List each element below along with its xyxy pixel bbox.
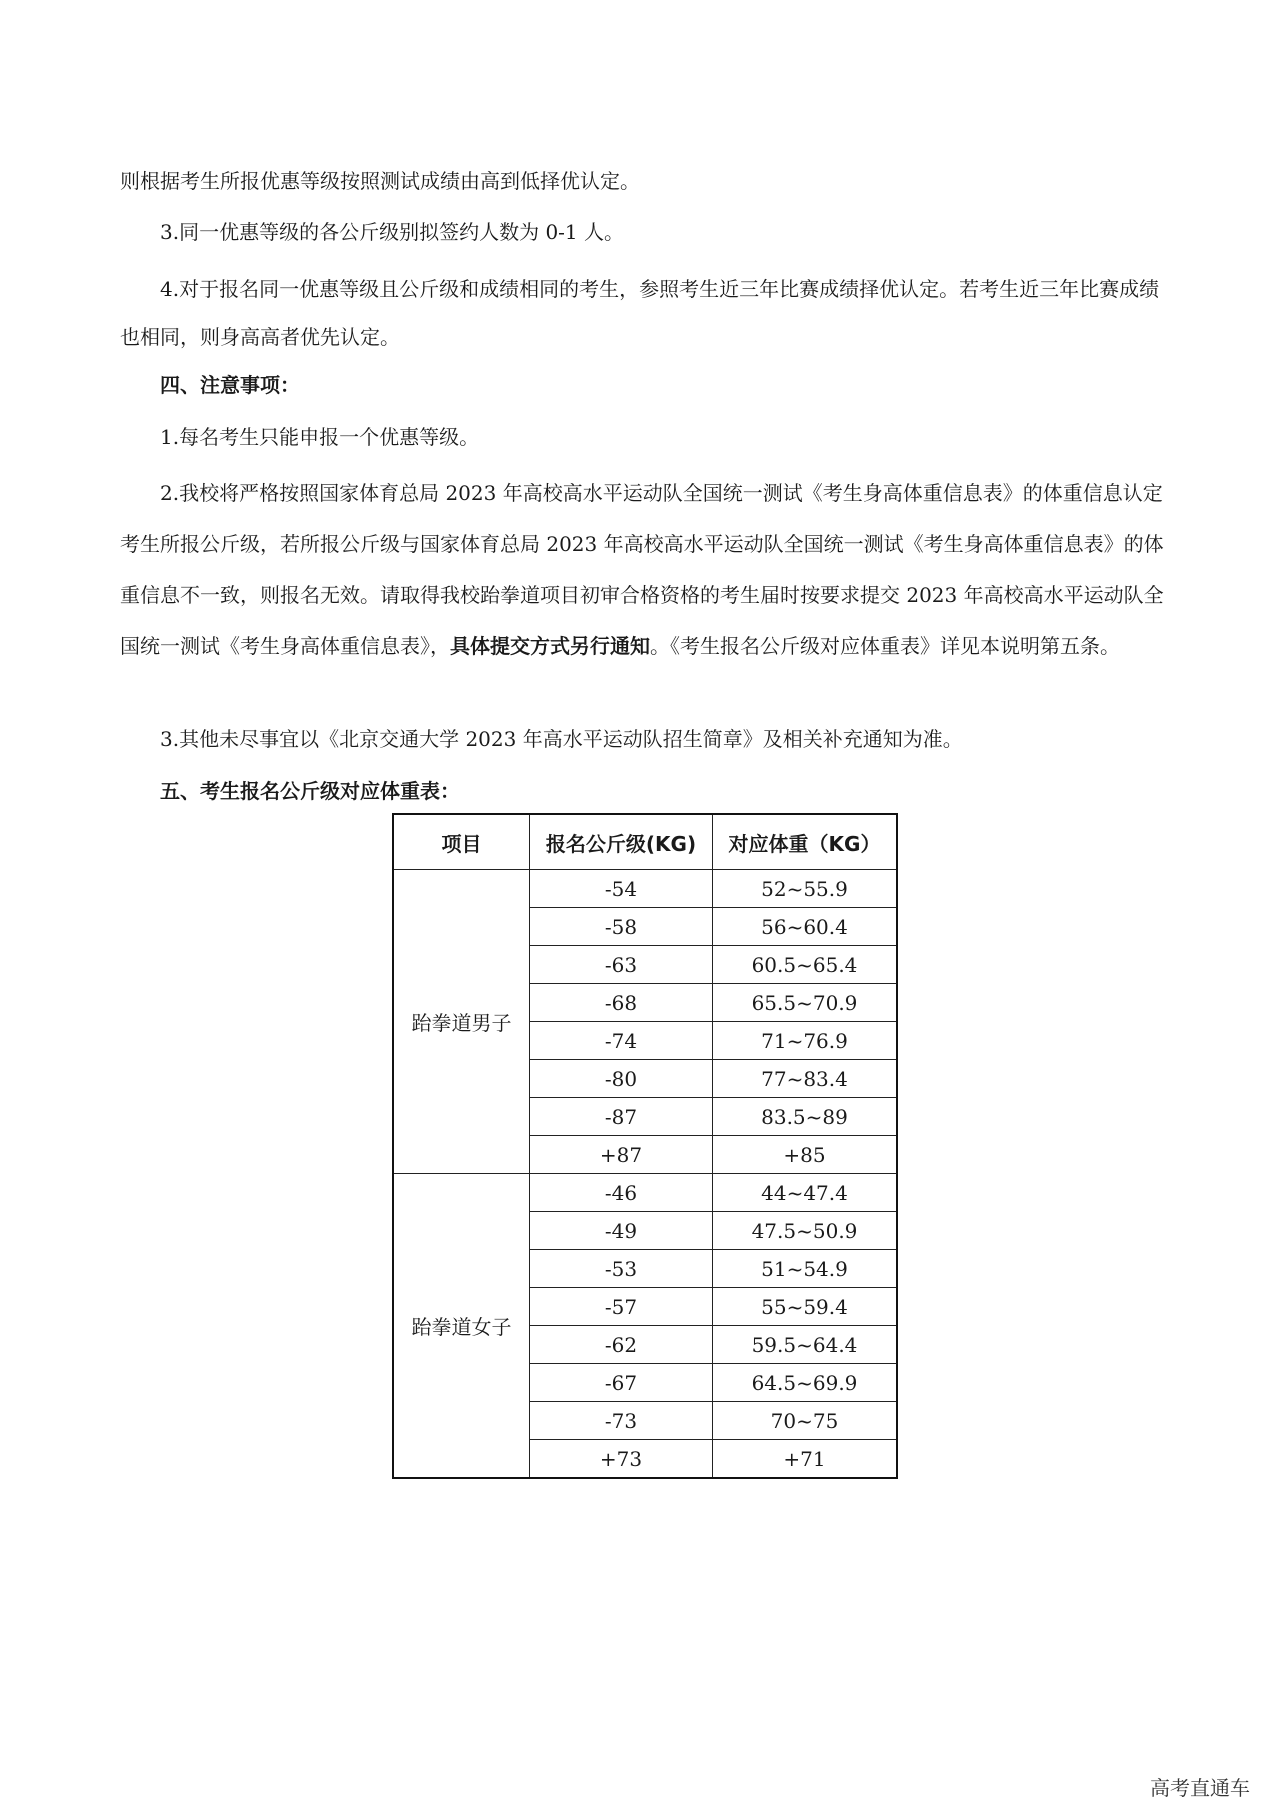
notice-item-2-bold: 具体提交方式另行通知 <box>450 634 650 658</box>
body-weight-cell: 47.5~50.9 <box>713 1212 898 1250</box>
header-weight-class: 报名公斤级(KG) <box>530 814 713 870</box>
weight-class-cell: -58 <box>530 908 713 946</box>
weight-class-cell: +73 <box>530 1440 713 1479</box>
weight-class-cell: -53 <box>530 1250 713 1288</box>
section-heading-5: 五、考生报名公斤级对应体重表： <box>160 779 460 803</box>
weight-class-cell: -87 <box>530 1098 713 1136</box>
weight-class-cell: -63 <box>530 946 713 984</box>
weight-class-cell: -73 <box>530 1402 713 1440</box>
body-weight-cell: 77~83.4 <box>713 1060 898 1098</box>
body-weight-cell: +71 <box>713 1440 898 1479</box>
table-row <box>393 870 897 908</box>
weight-class-cell: -74 <box>530 1022 713 1060</box>
body-weight-cell: 83.5~89 <box>713 1098 898 1136</box>
paragraph-continuation: 则根据考生所报优惠等级按照测试成绩由高到低择优认定。 <box>120 169 640 193</box>
body-weight-cell: 56~60.4 <box>713 908 898 946</box>
body-weight-cell: 55~59.4 <box>713 1288 898 1326</box>
body-weight-cell: 44~47.4 <box>713 1174 898 1212</box>
weight-class-cell: -62 <box>530 1326 713 1364</box>
notice-item-2 <box>120 468 1170 672</box>
header-event: 项目 <box>393 814 530 870</box>
body-weight-cell: 70~75 <box>713 1402 898 1440</box>
notice-item-3: 3.其他未尽事宜以《北京交通大学 2023 年高水平运动队招生简章》及相关补充通知为准。 <box>160 727 963 751</box>
weight-class-cell: -68 <box>530 984 713 1022</box>
paragraph-item-4: 4.对于报名同一优惠等级且公斤级和成绩相同的考生，参照考生近三年比赛成绩择优认定。若考生近三年比赛成绩也相同，则身高高者优先认定。 <box>120 277 1160 349</box>
group-name-women: 跆拳道女子 <box>393 1174 530 1479</box>
notice-item-1: 1.每名考生只能申报一个优惠等级。 <box>160 425 480 449</box>
notice-item-2-text-a: 2.我校将严格按照国家体育总局 2023 年高校高水平运动队全国统一测试《考生身高体重信息表》的体重信息认定考生所报公斤级，若所报公斤级与国家体育总局 2023 年高校高水平运动队全国统一测试《考生身高体重信息表》的体重信息不一致，则报名无效。请取得我校跆拳道项目初审合格资格的考生届时按要求提交 2023 年高校高水平运动队全国统一测试《考生身高体重信息表》， <box>120 481 1164 658</box>
body-weight-cell: 64.5~69.9 <box>713 1364 898 1402</box>
group-name-men: 跆拳道男子 <box>393 870 530 1174</box>
header-body-weight: 对应体重（KG） <box>713 814 898 870</box>
body-weight-cell: 52~55.9 <box>713 870 898 908</box>
body-weight-cell: 65.5~70.9 <box>713 984 898 1022</box>
body-weight-cell: 51~54.9 <box>713 1250 898 1288</box>
weight-class-cell: -80 <box>530 1060 713 1098</box>
table-row <box>393 1174 897 1212</box>
weight-class-table <box>392 813 898 1479</box>
weight-class-cell: -46 <box>530 1174 713 1212</box>
notice-item-2-text-b: 。《考生报名公斤级对应体重表》详见本说明第五条。 <box>650 634 1120 658</box>
body-weight-cell: +85 <box>713 1136 898 1174</box>
table-header-row <box>393 814 897 870</box>
watermark-text: 高考直通车 <box>1150 1776 1250 1800</box>
paragraph-item-3: 3.同一优惠等级的各公斤级别拟签约人数为 0-1 人。 <box>160 220 625 244</box>
weight-class-cell: -54 <box>530 870 713 908</box>
weight-class-cell: -67 <box>530 1364 713 1402</box>
body-weight-cell: 60.5~65.4 <box>713 946 898 984</box>
body-weight-cell: 59.5~64.4 <box>713 1326 898 1364</box>
weight-class-cell: -49 <box>530 1212 713 1250</box>
section-heading-4: 四、注意事项： <box>160 373 300 397</box>
weight-class-cell: +87 <box>530 1136 713 1174</box>
body-weight-cell: 71~76.9 <box>713 1022 898 1060</box>
weight-class-cell: -57 <box>530 1288 713 1326</box>
